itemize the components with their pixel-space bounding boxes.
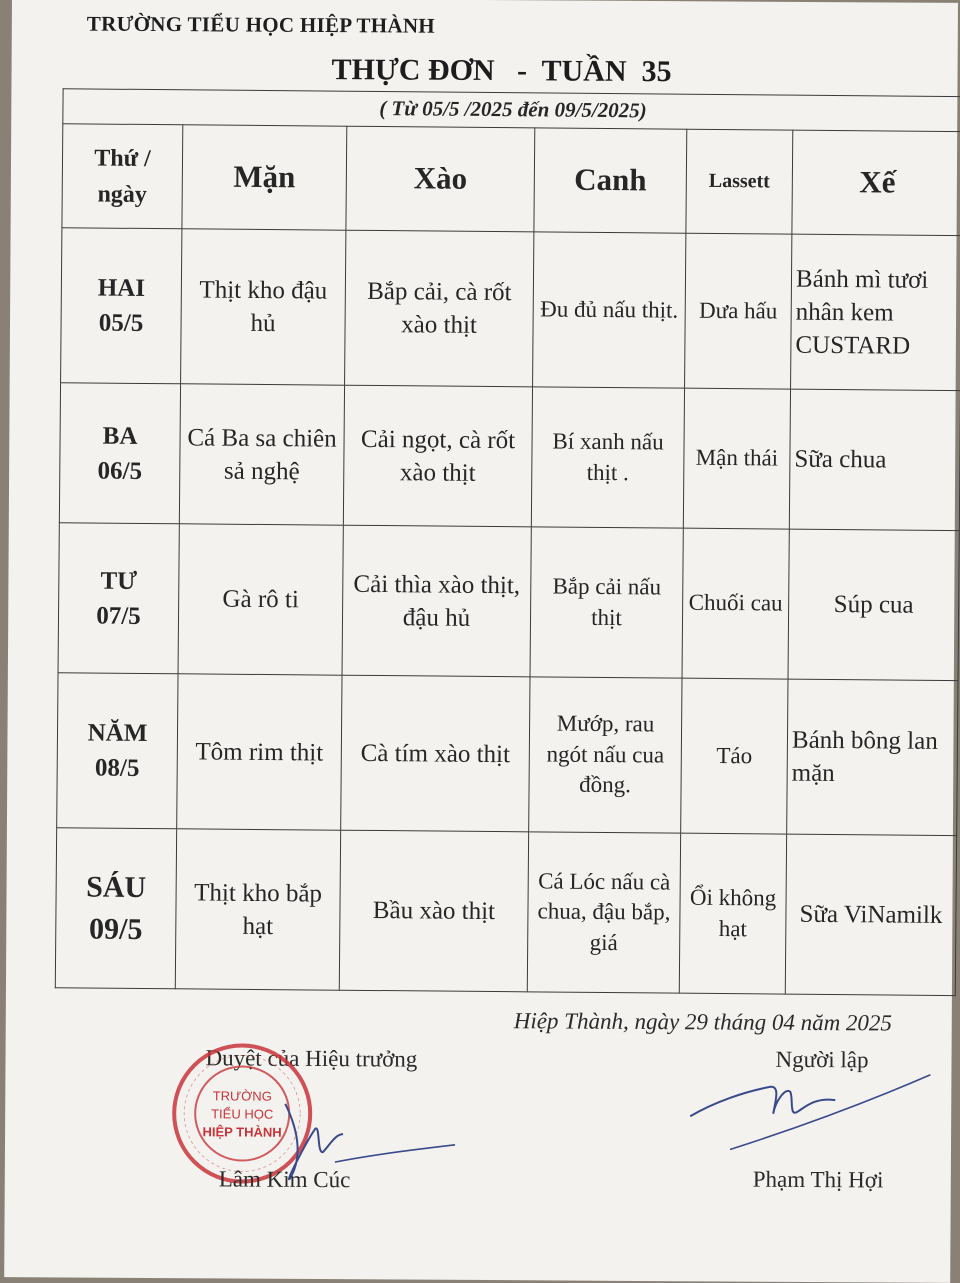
- lassett-cell: Táo: [681, 678, 788, 834]
- xao-cell: Cải thìa xào thịt, đậu hủ: [342, 525, 531, 677]
- lassett-cell: Dưa hấu: [685, 233, 792, 389]
- header-xe: Xế: [792, 130, 960, 235]
- weekly-menu-table: [55, 88, 960, 996]
- xe-cell: Sữa ViNamilk: [785, 834, 956, 995]
- xe-cell: Sữa chua: [789, 389, 960, 530]
- day-cell: [57, 673, 178, 829]
- lassett-cell: Ổi không hạt: [679, 833, 786, 994]
- day-name: BA: [102, 422, 138, 450]
- signature-maker: [685, 1061, 936, 1163]
- menu-sheet: [4, 0, 958, 1283]
- table-row: [58, 523, 959, 681]
- xao-cell: Bầu xào thịt: [339, 830, 528, 992]
- xao-cell: Cải ngọt, cà rốt xào thịt: [343, 385, 532, 527]
- canh-cell: Mướp, rau ngót nấu cua đồng.: [529, 677, 682, 833]
- xe-cell: Bánh mì tươi nhân kem CUSTARD: [791, 234, 960, 390]
- day-date: 05/5: [98, 309, 144, 337]
- maker-name: Phạm Thị Hợi: [752, 1166, 884, 1193]
- xao-cell: Bắp cải, cà rốt xào thịt: [345, 230, 534, 387]
- table-row: [59, 383, 960, 531]
- svg-text:TRƯỜNG: TRƯỜNG: [212, 1088, 272, 1104]
- page-title: THỰC ĐƠN - TUẦN 35: [331, 53, 672, 89]
- day-date: 08/5: [94, 754, 140, 782]
- table-row: [57, 673, 958, 836]
- man-cell: Tôm rim thịt: [177, 674, 342, 830]
- canh-cell: Cá Lóc nấu cà chua, đậu bắp, giá: [527, 832, 680, 993]
- xao-cell: Cà tím xào thịt: [341, 675, 530, 832]
- date-range: ( Từ 05/5 /2025 đến 09/5/2025): [63, 89, 960, 132]
- approve-label: Duyệt của Hiệu trưởng: [205, 1045, 418, 1072]
- man-cell: Thịt kho đậu hủ: [181, 229, 346, 385]
- svg-text:HIỆP THÀNH: HIỆP THÀNH: [202, 1124, 282, 1140]
- table-row: [61, 228, 960, 391]
- header-xao: Xào: [346, 126, 535, 232]
- header-day: Thứ / ngày: [62, 124, 183, 229]
- day-name: SÁU: [86, 869, 147, 904]
- man-cell: Thịt kho bắp hạt: [175, 829, 340, 990]
- man-cell: Cá Ba sa chiên sả nghệ: [179, 384, 344, 525]
- header-canh: Canh: [534, 128, 687, 233]
- canh-cell: Đu đủ nấu thịt.: [533, 232, 686, 388]
- day-name: NĂM: [87, 719, 148, 748]
- canh-cell: Bắp cải nấu thịt: [530, 527, 683, 678]
- xe-cell: Súp cua: [788, 529, 959, 680]
- table-row: [55, 828, 956, 996]
- lassett-cell: Chuối cau: [682, 528, 789, 679]
- maker-label: Người lập: [775, 1046, 869, 1073]
- header-lassett: Lassett: [686, 129, 793, 234]
- canh-cell: Bí xanh nấu thịt .: [531, 387, 684, 528]
- day-cell: [61, 228, 182, 384]
- lassett-cell: Mận thái: [683, 388, 790, 529]
- day-cell: [59, 383, 180, 524]
- day-cell: [55, 828, 176, 989]
- day-date: 06/5: [97, 457, 143, 485]
- day-cell: [58, 523, 179, 674]
- day-name: HAI: [97, 274, 146, 302]
- day-date: 07/5: [96, 602, 141, 630]
- school-name: TRƯỜNG TIỂU HỌC HIỆP THÀNH: [86, 11, 436, 38]
- xe-cell: Bánh bông lan mặn: [787, 679, 958, 835]
- place-date: Hiệp Thành, ngày 29 tháng 04 năm 2025: [513, 1008, 893, 1036]
- header-man: Mặn: [182, 125, 347, 230]
- approve-name: Lâm Kim Cúc: [218, 1166, 351, 1193]
- header-row: [62, 124, 960, 236]
- svg-text:TIỂU HỌC: TIỂU HỌC: [211, 1106, 274, 1122]
- day-date: 09/5: [88, 912, 143, 946]
- man-cell: Gà rô ti: [178, 524, 343, 675]
- day-name: TƯ: [100, 567, 138, 595]
